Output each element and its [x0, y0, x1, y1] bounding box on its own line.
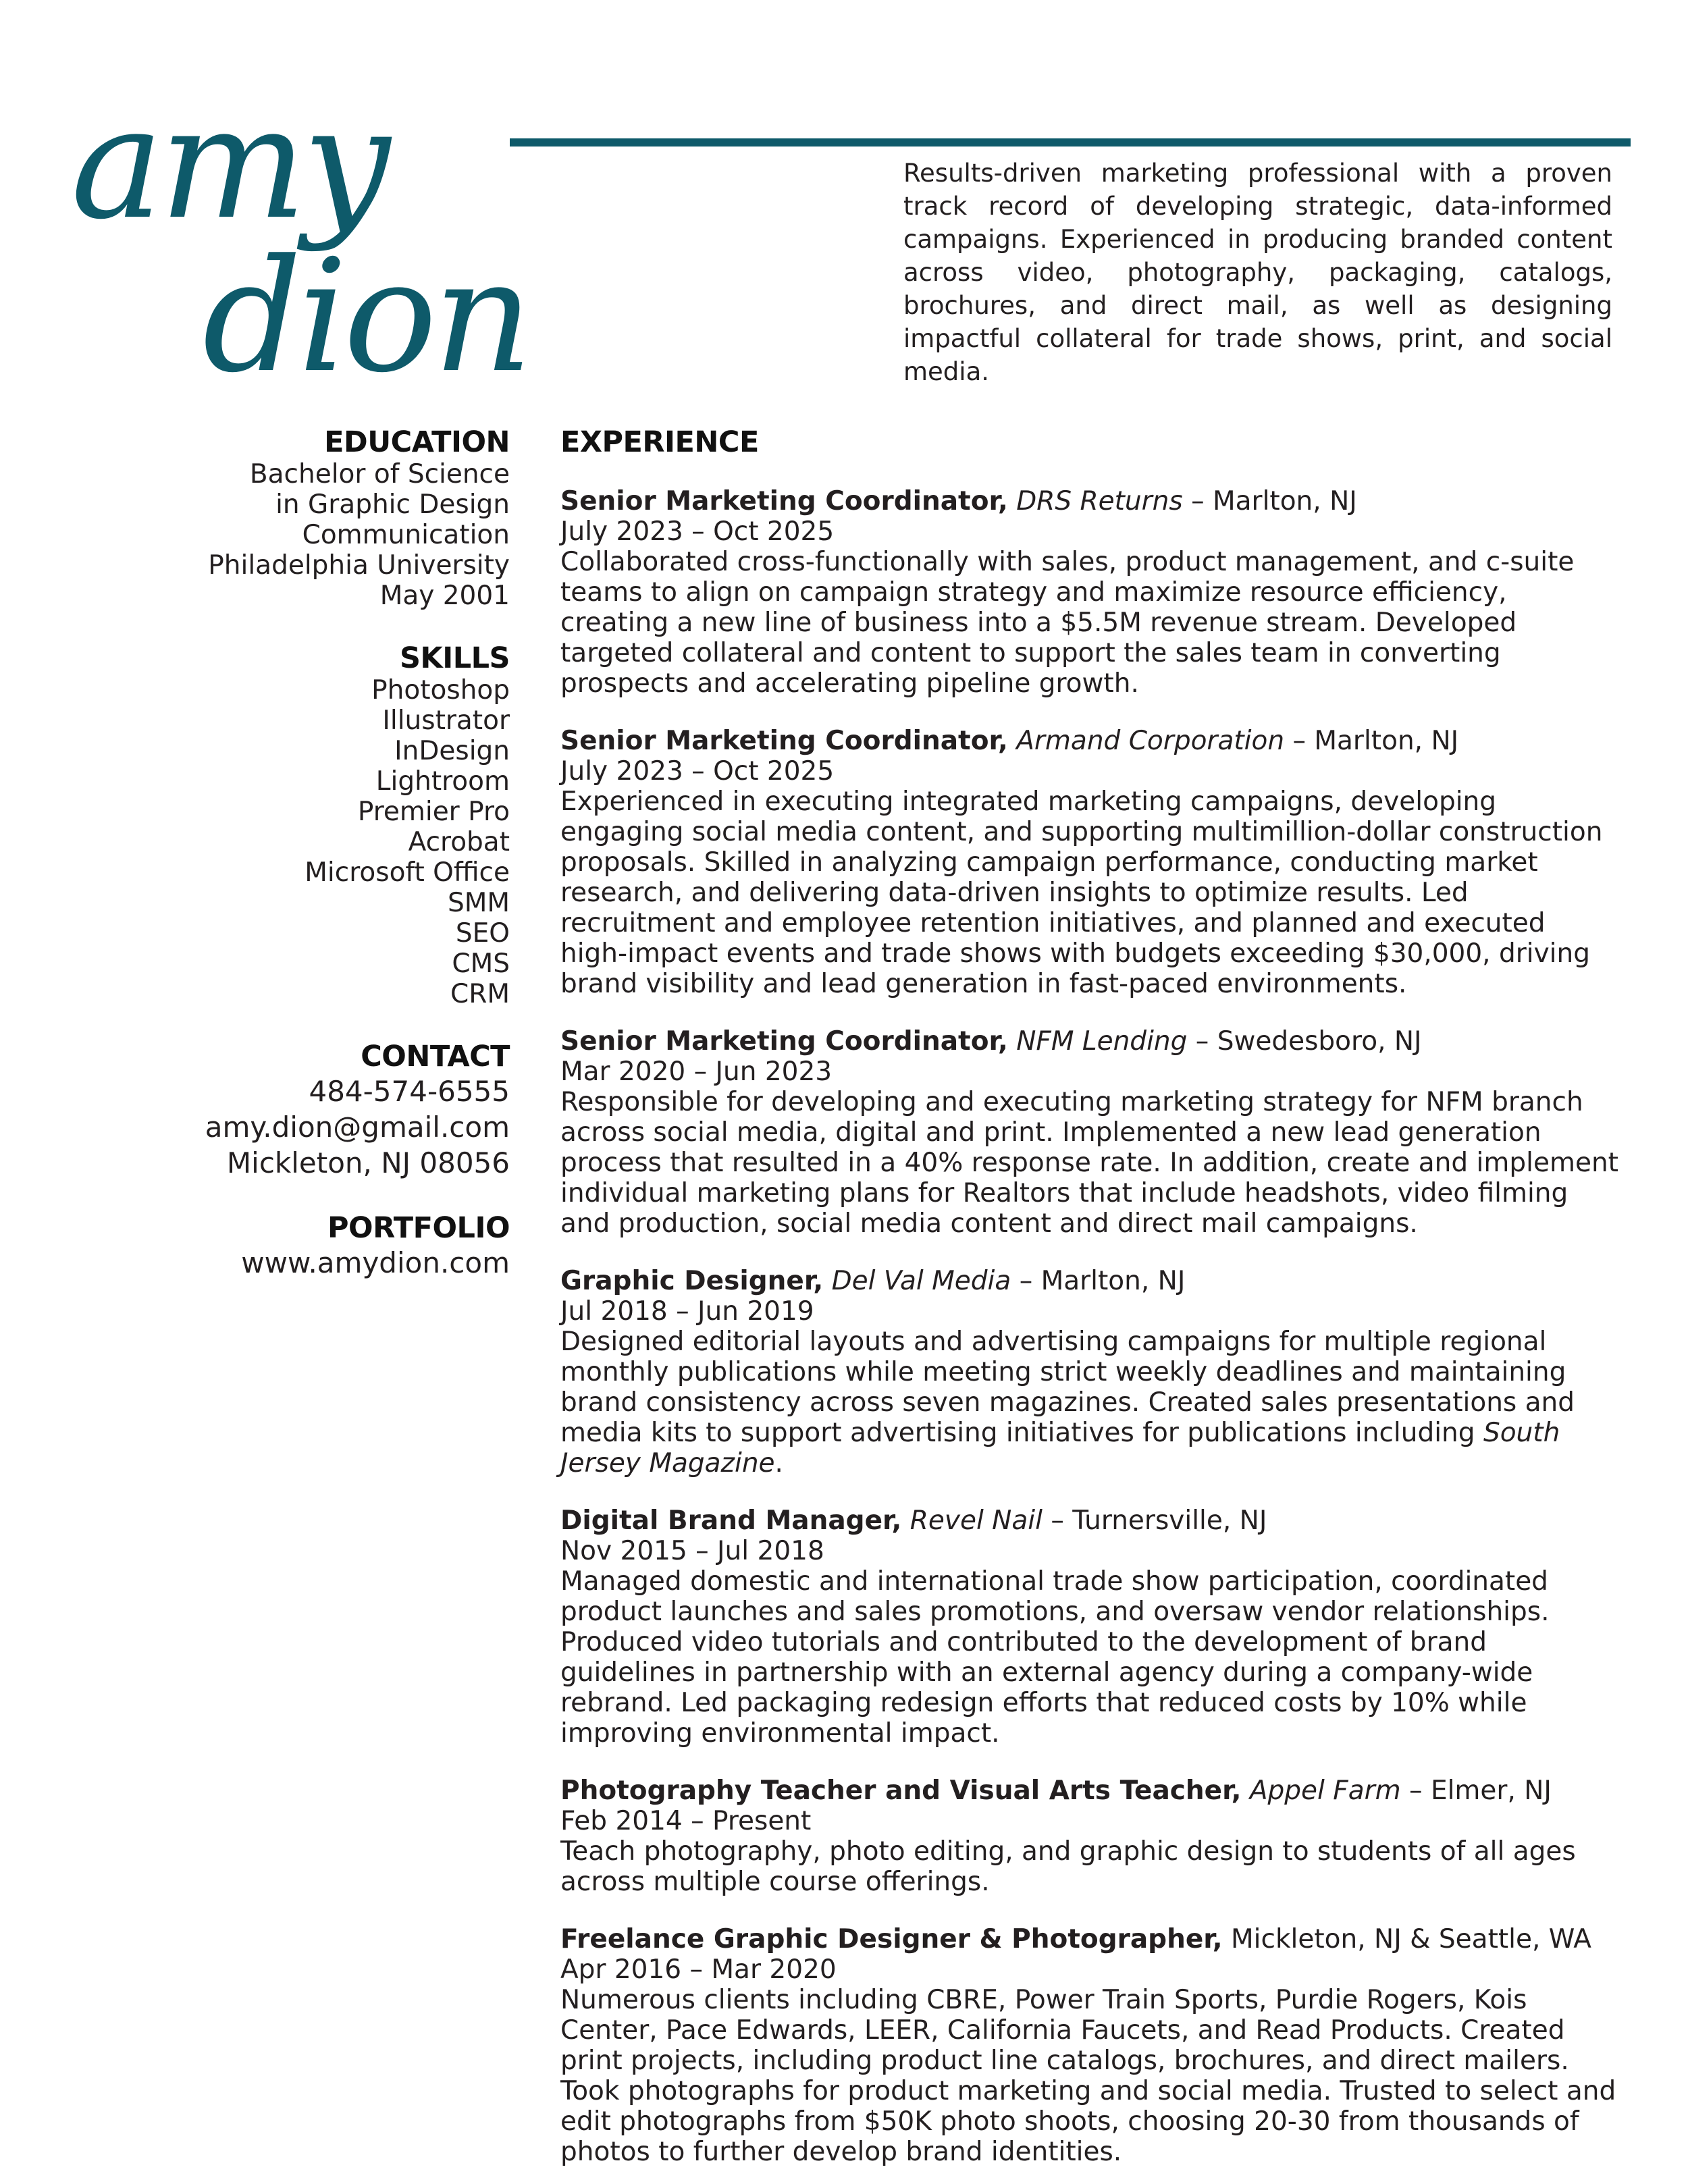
job-location: – Elmer, NJ	[1409, 1776, 1552, 1806]
job-entry	[560, 726, 1620, 999]
job-title: Graphic Designer,	[560, 1266, 824, 1296]
job-dates: July 2023 – Oct 2025	[560, 516, 835, 547]
job-title: Senior Marketing Coordinator,	[560, 1026, 1008, 1057]
job-description: Collaborated cross-functionally with sales, product management, and c-suite teams to align on campaign strategy and maximize resource efficiency, creating a new line of business into a $5.5M revenue stream. Developed targeted collateral and content to support the sales team in converting prospects and accelerating pipeline growth.	[560, 547, 1575, 699]
job-entry	[560, 1506, 1620, 1749]
contact-heading: CONTACT	[361, 1040, 510, 1073]
skill-item: CRM	[450, 979, 510, 1009]
experience-section	[560, 425, 1620, 2167]
job-title: Photography Teacher and Visual Arts Teacher,	[560, 1776, 1242, 1806]
sidebar	[101, 425, 510, 1311]
job-company: NFM Lending	[1016, 1026, 1188, 1057]
job-description: Teach photography, photo editing, and graphic design to students of all ages across multiple course offerings.	[560, 1836, 1576, 1897]
job-entry	[560, 1266, 1620, 1479]
education-line: Philadelphia University	[208, 550, 510, 581]
job-company: Armand Corporation	[1016, 726, 1285, 756]
contact-section	[101, 1040, 510, 1181]
portfolio-heading: PORTFOLIO	[327, 1211, 510, 1245]
job-dates: Jul 2018 – Jun 2019	[560, 1296, 814, 1327]
job-title-line	[560, 1924, 1620, 1954]
education-section	[101, 425, 510, 611]
portfolio-section	[101, 1211, 510, 1281]
job-entry	[560, 1026, 1620, 1239]
job-company: Appel Farm	[1249, 1776, 1401, 1806]
job-description: Managed domestic and international trade show participation, coordinated product launches and sales promotions, and oversaw vendor relationships. Produced video tutorials and contributed to the development of brand guidelines in partnership with an external agency during a company-wide rebrand. Led packaging redesign efforts that reduced costs by 10% while improving environmental impact.	[560, 1566, 1550, 1749]
job-title: Senior Marketing Coordinator,	[560, 486, 1008, 516]
job-title-line	[560, 1776, 1620, 1806]
skills-section	[101, 641, 510, 1009]
job-location: – Marlton, NJ	[1191, 486, 1357, 516]
skills-heading: SKILLS	[399, 641, 510, 675]
skill-item: Illustrator	[382, 705, 510, 736]
job-title-line	[560, 486, 1620, 516]
job-title-line	[560, 1026, 1620, 1057]
job-title-line	[560, 726, 1620, 756]
job-description	[560, 1327, 1620, 1479]
last-name: dion	[203, 227, 529, 407]
education-line: May 2001	[379, 581, 510, 611]
job-dates: Apr 2016 – Mar 2020	[560, 1954, 837, 1985]
contact-phone[interactable]: 484-574-6555	[309, 1075, 510, 1108]
skill-item: CMS	[452, 949, 510, 979]
job-title-line	[560, 1506, 1620, 1536]
skill-item: Acrobat	[408, 827, 510, 857]
job-description: Responsible for developing and executing marketing strategy for NFM branch across social media, digital and print. Implemented a new lead generation process that resulted in a 40% response rate. In addition, create and implement individual marketing plans for Realtors that include headshots, video filming and production, social media content and direct mail campaigns.	[560, 1087, 1618, 1239]
job-dates: Feb 2014 – Present	[560, 1806, 812, 1836]
job-location: – Marlton, NJ	[1019, 1266, 1186, 1296]
job-description-text: Designed editorial layouts and advertising campaigns for multiple regional monthly publications while meeting strict weekly deadlines and maintaining brand consistency across seven magazines. Created sales presentations and media kits to support advertising initiatives for publications including	[560, 1327, 1575, 1448]
skill-item: InDesign	[394, 736, 510, 766]
experience-heading: EXPERIENCE	[560, 425, 759, 459]
job-entry	[560, 1924, 1620, 2167]
education-line: in Graphic Design	[275, 489, 510, 520]
job-description: Experienced in executing integrated marketing campaigns, developing engaging social media content, and supporting multimillion-dollar construction proposals. Skilled in analyzing campaign performance, conducting market research, and delivering data-driven insights to optimize results. Led recruitment and employee retention initiatives, and planned and executed high-impact events and trade shows with budgets exceeding $30,000, driving brand visibility and lead generation in fast-paced environments.	[560, 787, 1603, 999]
job-dates: Mar 2020 – Jun 2023	[560, 1057, 833, 1087]
job-title: Senior Marketing Coordinator,	[560, 726, 1008, 756]
job-company: Revel Nail	[909, 1506, 1043, 1536]
skill-item: Premier Pro	[357, 797, 510, 827]
job-description-end: .	[774, 1448, 783, 1479]
job-title: Freelance Graphic Designer & Photographer,	[560, 1924, 1223, 1954]
job-entry	[560, 486, 1620, 699]
contact-email[interactable]: amy.dion@gmail.com	[205, 1111, 510, 1144]
job-location: – Swedesboro, NJ	[1195, 1026, 1422, 1057]
first-name: amy	[71, 74, 387, 254]
job-dates: Nov 2015 – Jul 2018	[560, 1536, 824, 1566]
education-line: Communication	[302, 520, 510, 550]
skill-item: SEO	[455, 918, 510, 949]
skill-item: SMM	[447, 888, 510, 918]
education-heading: EDUCATION	[324, 425, 510, 459]
job-company: DRS Returns	[1016, 486, 1183, 516]
job-location: – Turnersville, NJ	[1051, 1506, 1267, 1536]
portfolio-link[interactable]: www.amydion.com	[241, 1246, 510, 1279]
job-title-line	[560, 1266, 1620, 1296]
publication-name: South Jersey Magazine	[560, 1418, 1560, 1479]
job-title: Digital Brand Manager,	[560, 1506, 902, 1536]
contact-location: Mickleton, NJ 08056	[226, 1146, 510, 1179]
skill-item: Microsoft Office	[305, 857, 510, 888]
header-rule	[510, 138, 1631, 147]
skill-item: Photoshop	[371, 675, 510, 705]
job-entry	[560, 1776, 1620, 1897]
job-location: Mickleton, NJ & Seattle, WA	[1231, 1924, 1591, 1954]
job-location: – Marlton, NJ	[1292, 726, 1459, 756]
job-dates: July 2023 – Oct 2025	[560, 756, 835, 787]
job-description: Numerous clients including CBRE, Power Train Sports, Purdie Rogers, Kois Center, Pace Edwards, LEER, California Faucets, and Read Products. Created print projects, including product line catalogs, brochures, and direct mailers. Took photographs for product marketing and social media. Trusted to select and edit photographs from $50K photo shoots, choosing 20-30 from thousands of photos to further develop brand identities.	[560, 1985, 1616, 2167]
summary: Results-driven marketing professional with a proven track record of developing strategic, data-informed campaigns. Experienced in producing branded content across video, photography, packaging, catalogs, brochures, and direct mail, as well as designing impactful collateral for trade shows, print, and social media.	[903, 159, 1612, 386]
education-line: Bachelor of Science	[249, 459, 510, 489]
job-company: Del Val Media	[831, 1266, 1011, 1296]
skill-item: Lightroom	[375, 766, 510, 797]
